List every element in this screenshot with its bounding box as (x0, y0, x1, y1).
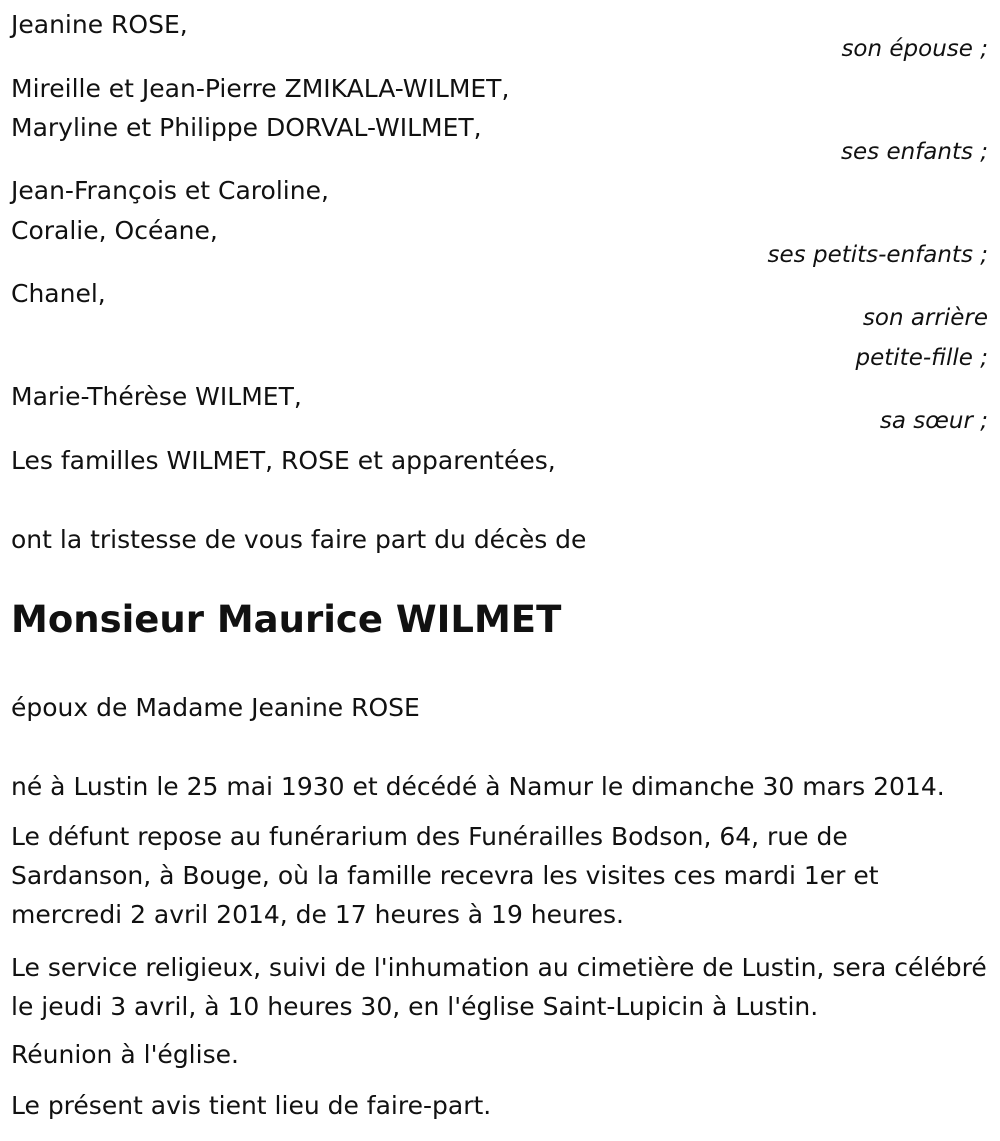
child-couple-2: Maryline et Philippe DORVAL-WILMET, (11, 113, 482, 142)
grandchildren-line-2: Coralie, Océane, (11, 216, 218, 245)
birth-death-line: né à Lustin le 25 mai 1930 et décédé à Namur le dimanche 30 mars 2014. (11, 772, 945, 801)
deceased-name: Monsieur Maurice WILMET (11, 598, 562, 641)
spouse-of-line: époux de Madame Jeanine ROSE (11, 693, 420, 722)
families-line: Les familles WILMET, ROSE et apparentées, (11, 446, 556, 475)
spouse-role: son épouse ; (841, 36, 988, 62)
sister-name: Marie-Thérèse WILMET, (11, 382, 302, 411)
grandchildren-role: ses petits-enfants ; (767, 242, 988, 268)
grandchildren-line-1: Jean-François et Caroline, (11, 176, 329, 205)
notice-line: Le présent avis tient lieu de faire-part. (11, 1091, 492, 1120)
service-paragraph: Le service religieux, suivi de l'inhumation au cimetière de Lustin, sera célébré le jeudi 3 avril, à 10 heures 30, en l'église Saint-Lupicin à Lustin. (11, 953, 987, 1021)
announcement-intro: ont la tristesse de vous faire part du décès de (11, 525, 587, 554)
great-grandchild-name: Chanel, (11, 279, 106, 308)
sister-role: sa sœur ; (879, 408, 988, 434)
great-grandchild-role-line-1: son arrière (862, 305, 988, 331)
children-role: ses enfants ; (841, 139, 988, 165)
funerarium-paragraph: Le défunt repose au funérarium des Funérailles Bodson, 64, rue de Sardanson, à Bouge, où la famille recevra les visites ces mardi 1er et mercredi 2 avril 2014, de 17 heures à 19 heures. (11, 822, 879, 929)
spouse-name: Jeanine ROSE, (11, 10, 188, 39)
child-couple-1: Mireille et Jean-Pierre ZMIKALA-WILMET, (11, 74, 510, 103)
meeting-line: Réunion à l'église. (11, 1040, 239, 1069)
great-grandchild-role-line-2: petite-fille ; (855, 345, 988, 371)
